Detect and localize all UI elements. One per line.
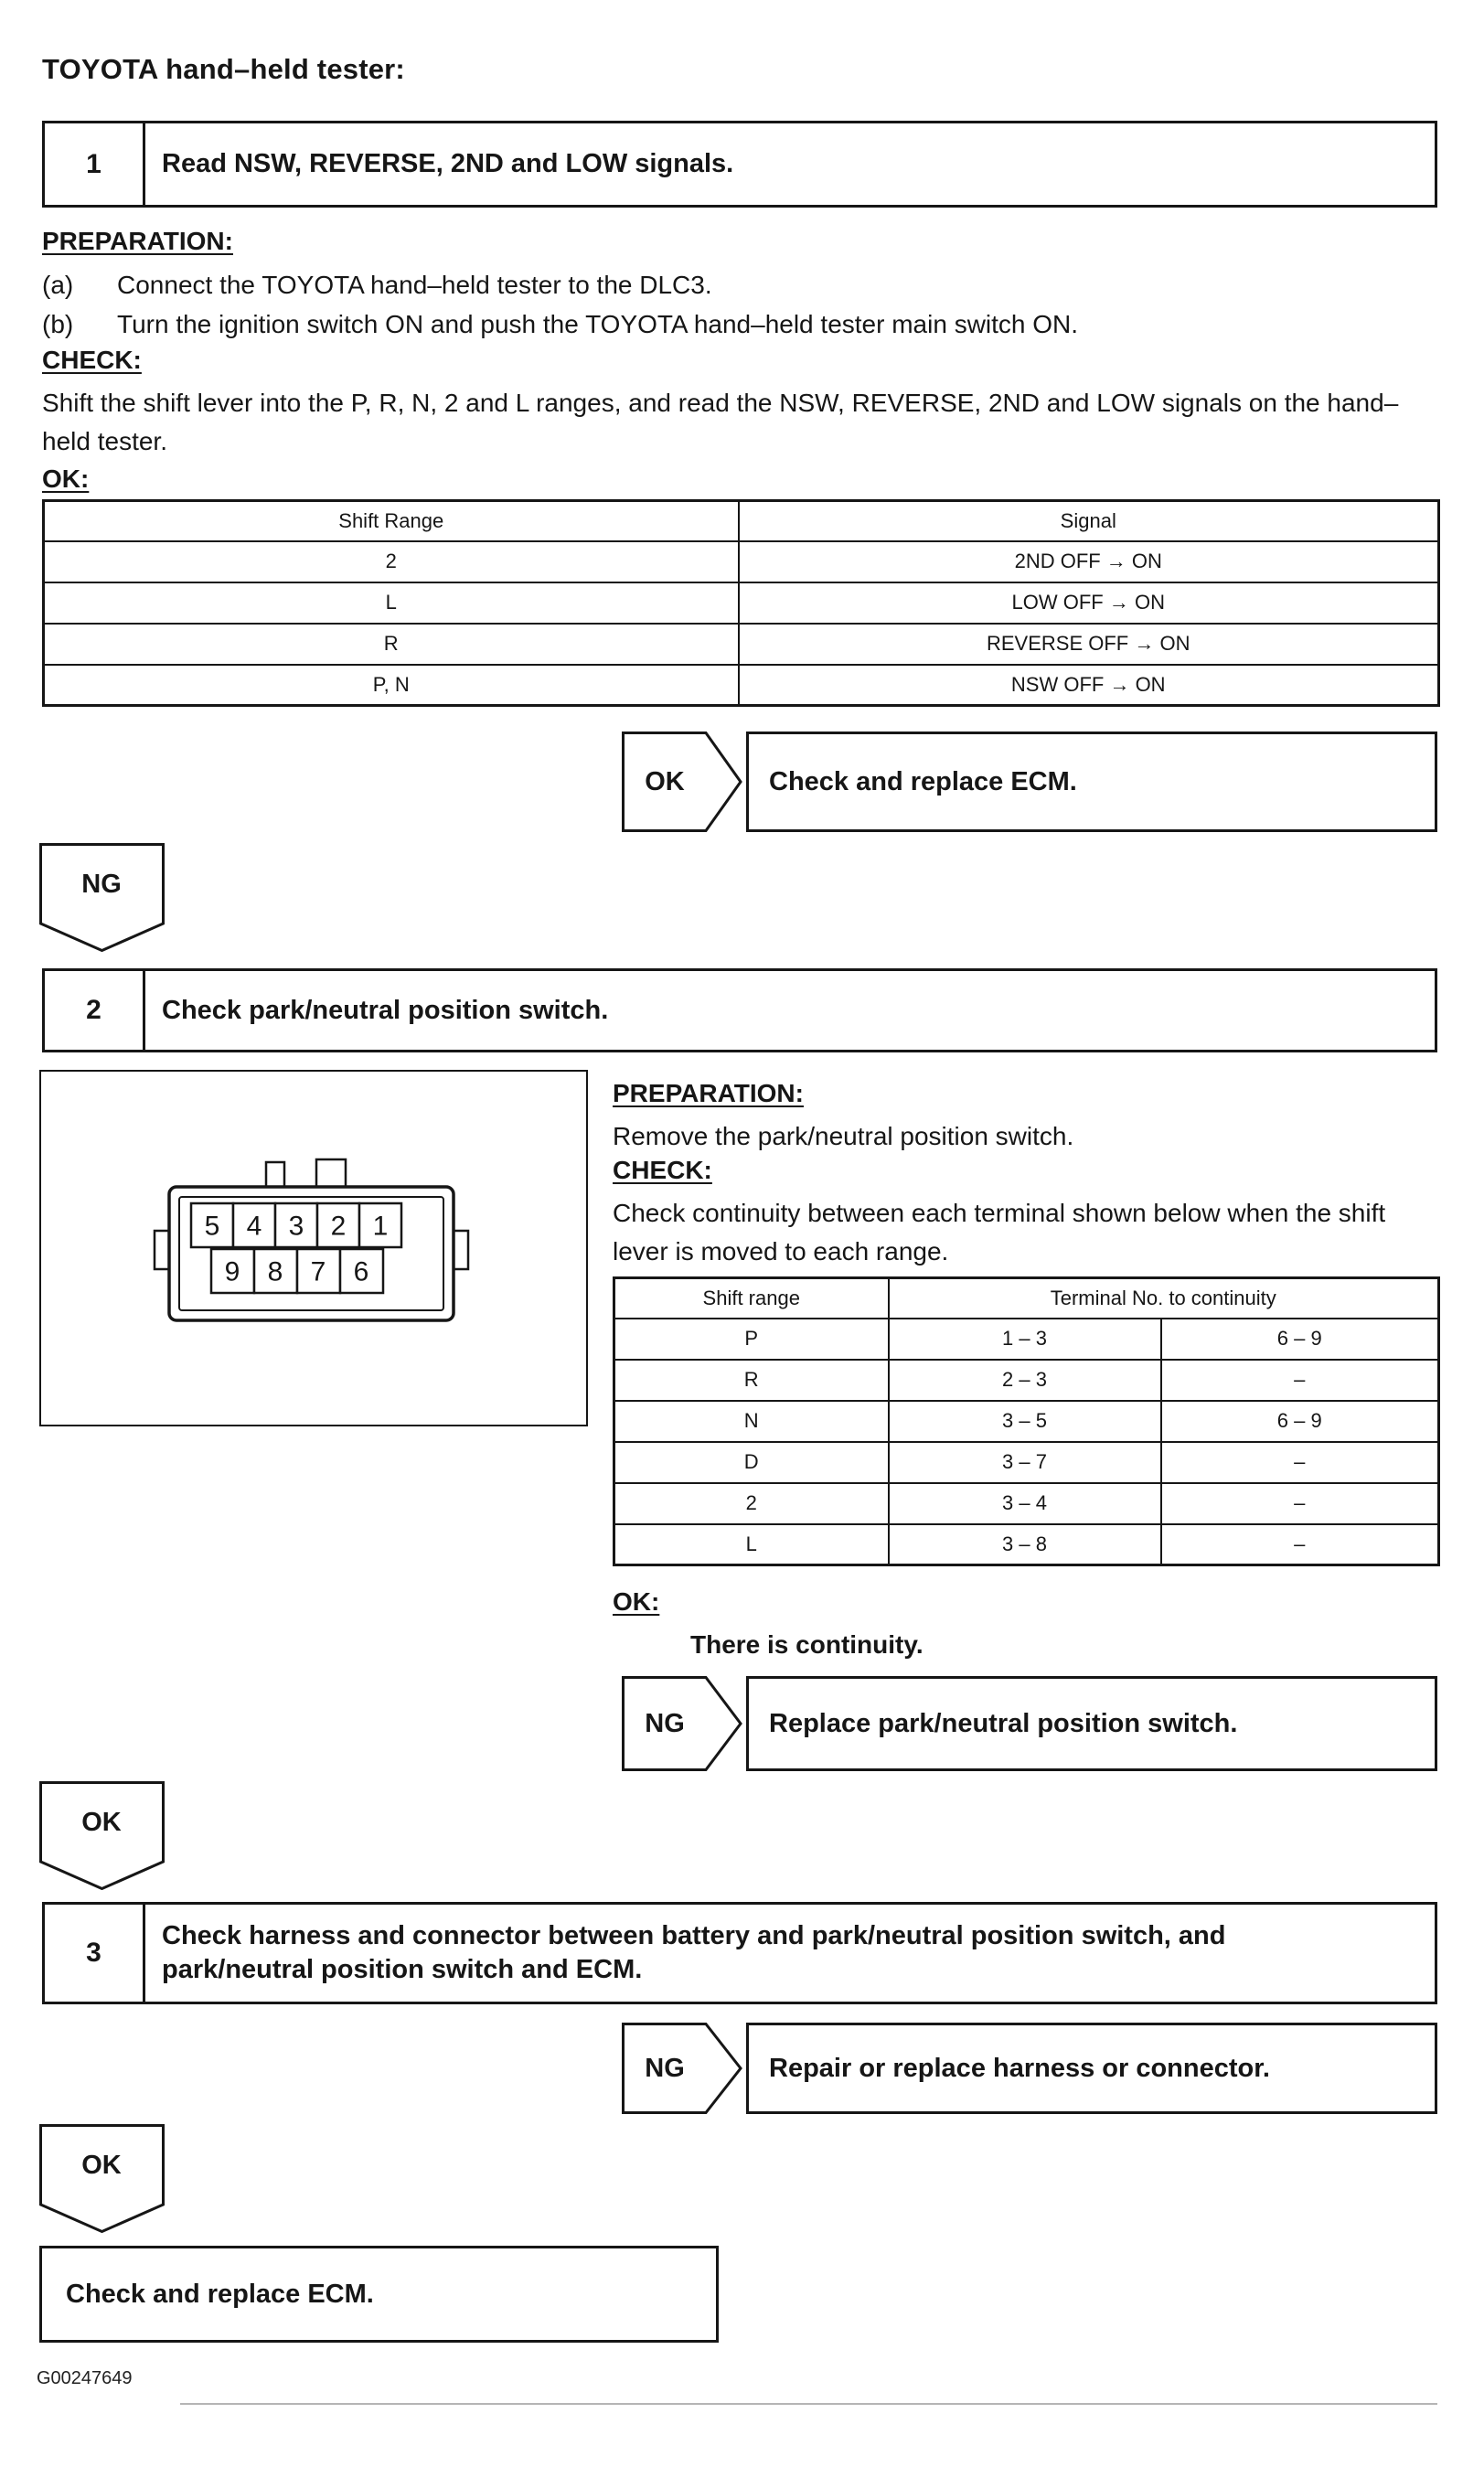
step-1-prep-item-a	[42, 267, 1437, 304]
terminal-7: 7	[310, 1256, 326, 1287]
step-2-check-text: Check continuity between each terminal shown below when the shift lever is moved to each range.	[613, 1199, 1386, 1266]
table-cell: 1 – 3	[889, 1319, 1161, 1360]
continuity-table-header-shift-range: Shift range	[614, 1278, 889, 1319]
ng-arrow-tag-2	[622, 2023, 742, 2114]
table-cell: NSW OFF → ON	[739, 665, 1439, 706]
step-1-title: Read NSW, REVERSE, 2ND and LOW signals.	[162, 149, 734, 178]
continuity-table-header-terminal: Terminal No. to continuity	[889, 1278, 1439, 1319]
step-2-title: Check park/neutral position switch.	[162, 995, 609, 1025]
step-2-ok-text: There is continuity.	[690, 1630, 923, 1659]
step-2-ng-result-box: Replace park/neutral position switch.	[746, 1676, 1437, 1771]
table-cell: L	[614, 1524, 889, 1565]
ng-down-tag	[39, 843, 165, 952]
ok-arrow-tag	[622, 732, 742, 832]
page-title: TOYOTA hand–held tester:	[42, 53, 405, 85]
table-cell: REVERSE OFF → ON	[739, 624, 1439, 665]
ng-arrow-label-2: NG	[645, 2054, 685, 2083]
table-row	[614, 1524, 1439, 1565]
table-header-row	[44, 501, 1439, 541]
table-cell: –	[1161, 1524, 1439, 1565]
step-2-preparation-heading: PREPARATION:	[613, 1079, 804, 1107]
step-2-prep-text: Remove the park/neutral position switch.	[613, 1122, 1074, 1150]
ng-arrow-label: NG	[645, 1709, 685, 1738]
table-cell: –	[1161, 1483, 1439, 1524]
table-cell: P	[614, 1319, 889, 1360]
step-3-title: Check harness and connector between battery and park/neutral position switch, and park/neutral position switch and ECM.	[162, 1921, 1226, 1984]
step-2-check-heading: CHECK:	[613, 1156, 712, 1184]
table-cell: 3 – 4	[889, 1483, 1161, 1524]
final-result-box: Check and replace ECM.	[39, 2246, 719, 2343]
table-cell: 2	[44, 541, 739, 582]
figure-id: G00247649	[37, 2368, 133, 2388]
table-cell: R	[614, 1360, 889, 1401]
table-cell: –	[1161, 1360, 1439, 1401]
prep-a-text: Connect the TOYOTA hand–held tester to the DLC3.	[117, 271, 712, 299]
terminal-4: 4	[246, 1211, 262, 1242]
step-2-box	[42, 968, 1437, 1052]
table-cell: 2ND OFF → ON	[739, 541, 1439, 582]
table-cell: 2 – 3	[889, 1360, 1161, 1401]
ng-arrow-tag	[622, 1676, 742, 1771]
signal-table	[42, 499, 1440, 707]
table-row	[44, 624, 1439, 665]
step-3-box	[42, 1902, 1437, 2004]
table-cell: –	[1161, 1442, 1439, 1483]
step-1-number: 1	[45, 123, 145, 205]
terminal-5: 5	[204, 1211, 220, 1242]
terminal-8: 8	[267, 1256, 283, 1287]
table-row	[44, 582, 1439, 624]
table-row	[614, 1401, 1439, 1442]
terminal-2: 2	[330, 1211, 347, 1242]
table-row	[614, 1442, 1439, 1483]
step-3-ng-result-box: Repair or replace harness or connector.	[746, 2023, 1437, 2114]
table-cell: LOW OFF → ON	[739, 582, 1439, 624]
table-cell: D	[614, 1442, 889, 1483]
terminal-1: 1	[372, 1211, 389, 1242]
table-cell: 3 – 8	[889, 1524, 1161, 1565]
prep-b-text: Turn the ignition switch ON and push the TOYOTA hand–held tester main switch ON.	[117, 310, 1079, 338]
step-1-check-text: Shift the shift lever into the P, R, N, 2 and L ranges, and read the NSW, REVERSE, 2ND and LOW signals on the hand–held tester.	[42, 389, 1399, 455]
table-header-row	[614, 1278, 1439, 1319]
table-cell: 6 – 9	[1161, 1401, 1439, 1442]
table-cell: 3 – 7	[889, 1442, 1161, 1483]
signal-table-header-signal: Signal	[739, 501, 1439, 541]
page-bottom-rule	[180, 2403, 1437, 2405]
table-row	[44, 665, 1439, 706]
signal-table-header-shift-range: Shift Range	[44, 501, 739, 541]
step-1-prep-item-b	[42, 306, 1437, 343]
table-row	[614, 1319, 1439, 1360]
ok-down-tag-2	[39, 2124, 165, 2233]
table-cell: 2	[614, 1483, 889, 1524]
step-1-box	[42, 121, 1437, 208]
table-cell: L	[44, 582, 739, 624]
step-1-preparation-heading: PREPARATION:	[42, 227, 233, 255]
table-cell: 3 – 5	[889, 1401, 1161, 1442]
prep-a-marker: (a)	[42, 271, 74, 299]
terminal-6: 6	[353, 1256, 369, 1287]
step-3-number: 3	[45, 1905, 145, 2002]
continuity-table	[613, 1276, 1440, 1566]
ok-down-tag	[39, 1781, 165, 1890]
table-cell: 6 – 9	[1161, 1319, 1439, 1360]
step-2-ok-heading: OK:	[613, 1587, 660, 1616]
ok-arrow-label: OK	[645, 767, 685, 796]
step-1-ok-result-box: Check and replace ECM.	[746, 732, 1437, 832]
step-1-ok-heading: OK:	[42, 465, 90, 493]
table-cell: N	[614, 1401, 889, 1442]
prep-b-marker: (b)	[42, 310, 74, 338]
table-row	[614, 1360, 1439, 1401]
table-row	[44, 541, 1439, 582]
table-row	[614, 1483, 1439, 1524]
connector-diagram	[39, 1070, 588, 1426]
terminal-9: 9	[224, 1256, 240, 1287]
ok-down-label: OK	[81, 1808, 122, 1837]
table-cell: R	[44, 624, 739, 665]
table-cell: P, N	[44, 665, 739, 706]
step-1-check-heading: CHECK:	[42, 346, 142, 374]
step-2-number: 2	[45, 971, 145, 1050]
ng-down-label: NG	[81, 870, 122, 899]
ok-down-label-2: OK	[81, 2151, 122, 2180]
terminal-3: 3	[288, 1211, 304, 1242]
